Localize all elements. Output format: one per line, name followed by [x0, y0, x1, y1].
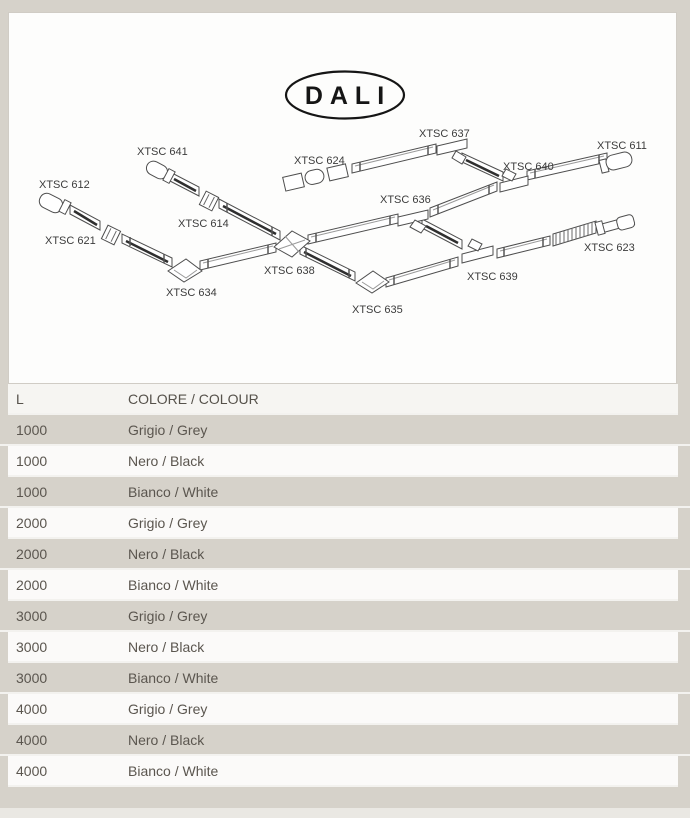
table-cell-colour: Nero / Black — [128, 545, 205, 562]
corner-634 — [168, 259, 202, 282]
table-row — [0, 663, 690, 694]
part-label-xtsc-641: XTSC 641 — [137, 146, 188, 158]
diagram-panel — [8, 12, 677, 384]
table-row — [0, 415, 690, 446]
table-cell-length: 3000 — [16, 638, 48, 655]
table-cell-length: 4000 — [16, 731, 48, 748]
table-row — [8, 508, 678, 539]
table-cell-colour: Grigio / Grey — [128, 700, 208, 717]
table-cell-colour: Bianco / White — [128, 762, 219, 779]
table-cell-colour: Bianco / White — [128, 576, 219, 593]
tee-637 — [437, 139, 467, 164]
column-header-length: L — [16, 390, 24, 407]
table-header-row — [8, 384, 678, 415]
part-labels — [39, 128, 647, 316]
table-cell-length: 1000 — [16, 483, 48, 500]
table-cell-colour: Grigio / Grey — [128, 421, 208, 438]
table-row — [8, 632, 678, 663]
track-segment — [430, 182, 497, 217]
table-cell-colour: Nero / Black — [128, 452, 205, 469]
table-cell-colour: Grigio / Grey — [128, 514, 208, 531]
track-segment — [308, 214, 398, 244]
table-cell-colour: Nero / Black — [128, 638, 205, 655]
corner-635 — [356, 271, 389, 293]
table-cell-colour: Grigio / Grey — [128, 607, 208, 624]
part-label-xtsc-635: XTSC 635 — [352, 304, 403, 316]
part-label-xtsc-634: XTSC 634 — [166, 287, 217, 299]
feed-624 — [283, 164, 349, 191]
part-label-xtsc-637: XTSC 637 — [419, 128, 470, 140]
dali-logo — [286, 72, 404, 119]
table-row — [8, 694, 678, 725]
part-label-xtsc-621: XTSC 621 — [45, 235, 96, 247]
column-header-colour: COLORE / COLOUR — [128, 390, 259, 407]
table-cell-length: 2000 — [16, 514, 48, 531]
part-label-xtsc-639: XTSC 639 — [467, 271, 518, 283]
table-row — [0, 539, 690, 570]
spec-table — [8, 384, 678, 787]
table-cell-colour: Nero / Black — [128, 731, 205, 748]
part-label-xtsc-611: XTSC 611 — [597, 140, 647, 152]
table-cell-length: 1000 — [16, 421, 48, 438]
table-row — [8, 570, 678, 601]
page-bottom-edge — [0, 808, 690, 818]
table-cell-length: 4000 — [16, 700, 48, 717]
table-row — [8, 446, 678, 477]
table-cell-colour: Bianco / White — [128, 669, 219, 686]
table-cell-colour: Bianco / White — [128, 483, 219, 500]
table-row — [0, 477, 690, 508]
tee-639 — [462, 239, 493, 263]
table-cell-length: 2000 — [16, 576, 48, 593]
part-label-xtsc-638: XTSC 638 — [264, 265, 315, 277]
part-label-xtsc-640: XTSC 640 — [503, 161, 554, 173]
end-cap-611 — [605, 151, 634, 172]
part-label-xtsc-624: XTSC 624 — [294, 155, 345, 167]
track-segments-steep — [70, 153, 503, 281]
joiner-621 — [101, 225, 120, 245]
joiner-614 — [199, 191, 218, 211]
track-diagram — [8, 12, 678, 384]
table-body — [8, 415, 678, 787]
track-segment — [386, 257, 458, 287]
table-cell-length: 3000 — [16, 607, 48, 624]
table-cell-length: 3000 — [16, 669, 48, 686]
logo-text: DALI — [304, 82, 392, 110]
table-row — [0, 725, 690, 756]
track-segment — [352, 144, 436, 173]
table-row — [0, 601, 690, 632]
part-label-xtsc-623: XTSC 623 — [584, 242, 635, 254]
part-label-xtsc-636: XTSC 636 — [380, 194, 431, 206]
track-segment — [497, 236, 550, 258]
part-label-xtsc-614: XTSC 614 — [178, 218, 229, 230]
part-label-xtsc-612: XTSC 612 — [39, 179, 90, 191]
table-cell-length: 4000 — [16, 762, 48, 779]
table-cell-length: 2000 — [16, 545, 48, 562]
table-row — [8, 756, 678, 787]
table-cell-length: 1000 — [16, 452, 48, 469]
